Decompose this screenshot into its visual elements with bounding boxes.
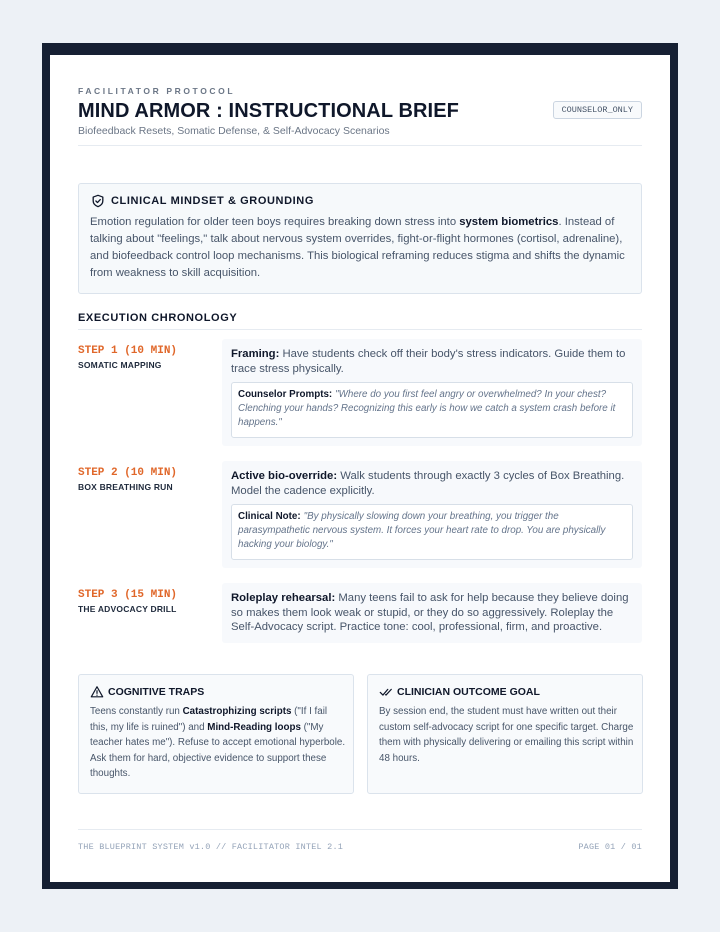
chronology-divider xyxy=(78,329,642,330)
step-card xyxy=(222,339,642,446)
traps-body xyxy=(90,704,346,782)
step-number: STEP 1 (10 MIN) xyxy=(78,345,178,357)
header-divider xyxy=(78,145,642,146)
mindset-text: Emotion regulation for older teen boys requires breaking down stress into xyxy=(90,216,460,228)
double-check-icon xyxy=(379,685,393,699)
counselor-badge: COUNSELOR_ONLY xyxy=(553,101,642,119)
mindset-emphasis: system biometrics xyxy=(459,216,559,228)
step-lead-label: Roleplay rehearsal: xyxy=(231,592,336,604)
clinical-note xyxy=(231,504,633,560)
traps-text: ("My teacher hates me"). Refuse to accept emotional hyperbole. Ask them for hard, objective evidence to support these thoughts. xyxy=(90,721,346,780)
cognitive-traps-panel xyxy=(78,674,354,794)
step-lead-text: Have students check off their body's stress indicators. Guide them to trace stress physically. xyxy=(231,348,626,375)
counselor-prompt-note xyxy=(231,382,633,438)
goal-body: By session end, the student must have written out their custom self-advocacy script for one specific target. Charge them with physically delivering or emailing this script within 48 hours. xyxy=(379,706,634,764)
note-text: "Where do you first feel angry or overwhelmed? In your chest? Clenching your hands? Recognizing this early is how we catch a system crash before it happens." xyxy=(238,389,616,429)
note-label: Counselor Prompts: xyxy=(238,389,333,400)
footer-divider xyxy=(78,829,642,830)
traps-heading-text: COGNITIVE TRAPS xyxy=(108,686,205,698)
chronology-heading: EXECUTION CHRONOLOGY xyxy=(78,312,238,324)
outcome-goal-panel xyxy=(367,674,643,794)
step-name: BOX BREATHING RUN xyxy=(78,482,173,492)
traps-heading xyxy=(90,685,204,699)
warning-triangle-icon xyxy=(90,685,104,699)
step-card xyxy=(222,461,642,568)
mindset-text-continued: . Instead of talking about "feelings," talk about nervous system overrides, fight-or-flight hormones (cortisol, adrenaline), and biofeedback control loop mechanisms. This biological reframing reduces stigma and shifts the dynamic from weakness to skill acquisition. xyxy=(90,216,625,279)
traps-emphasis: Mind-Reading loops xyxy=(207,721,301,733)
step-number: STEP 3 (15 MIN) xyxy=(78,589,178,601)
page-subtitle: Biofeedback Resets, Somatic Defense, & Self-Advocacy Scenarios xyxy=(78,125,390,137)
footer xyxy=(78,842,642,852)
footer-system-label: THE BLUEPRINT SYSTEM v1.0 // FACILITATOR INTEL 2.1 xyxy=(78,842,344,852)
traps-text: Teens constantly run xyxy=(90,706,183,717)
step-name: THE ADVOCACY DRILL xyxy=(78,604,177,614)
step-lead-label: Framing: xyxy=(231,348,280,360)
step-card xyxy=(222,583,642,643)
shield-check-icon xyxy=(91,194,105,208)
step-number: STEP 2 (10 MIN) xyxy=(78,467,178,479)
eyebrow-label: FACILITATOR PROTOCOL xyxy=(78,86,236,96)
goal-heading xyxy=(379,685,540,699)
step-lead xyxy=(231,591,633,635)
note-text: "By physically slowing down your breathing, you trigger the parasympathetic nervous system. It forces your heart rate to drop. You are physically hacking your biology." xyxy=(238,511,606,551)
step-lead-text: Walk students through exactly 3 cycles of Box Breathing. Model the cadence explicitly. xyxy=(231,470,625,497)
mindset-body xyxy=(90,214,630,282)
step-lead-label: Active bio-override: xyxy=(231,470,338,482)
mindset-heading-text: CLINICAL MINDSET & GROUNDING xyxy=(111,195,314,207)
step-lead xyxy=(231,469,633,498)
step-lead-text: Many teens fail to ask for help because they believe doing so makes them look weak or stupid, or they do so aggressively. Roleplay the Self-Advocacy script. Practice tone: cool, professional, firm, and proactive. xyxy=(231,592,629,633)
goal-heading-text: CLINICIAN OUTCOME GOAL xyxy=(397,686,540,698)
note-label: Clinical Note: xyxy=(238,511,301,522)
step-lead xyxy=(231,347,633,376)
mindset-heading xyxy=(91,194,314,208)
mindset-panel xyxy=(78,183,642,294)
page-title: MIND ARMOR : INSTRUCTIONAL BRIEF xyxy=(78,100,459,122)
page-number: PAGE 01 / 01 xyxy=(578,842,642,852)
traps-text: ("If I fail this, my life is ruined") and xyxy=(90,706,328,733)
traps-emphasis: Catastrophizing scripts xyxy=(182,706,292,717)
step-name: SOMATIC MAPPING xyxy=(78,360,162,370)
document-page xyxy=(50,55,670,882)
